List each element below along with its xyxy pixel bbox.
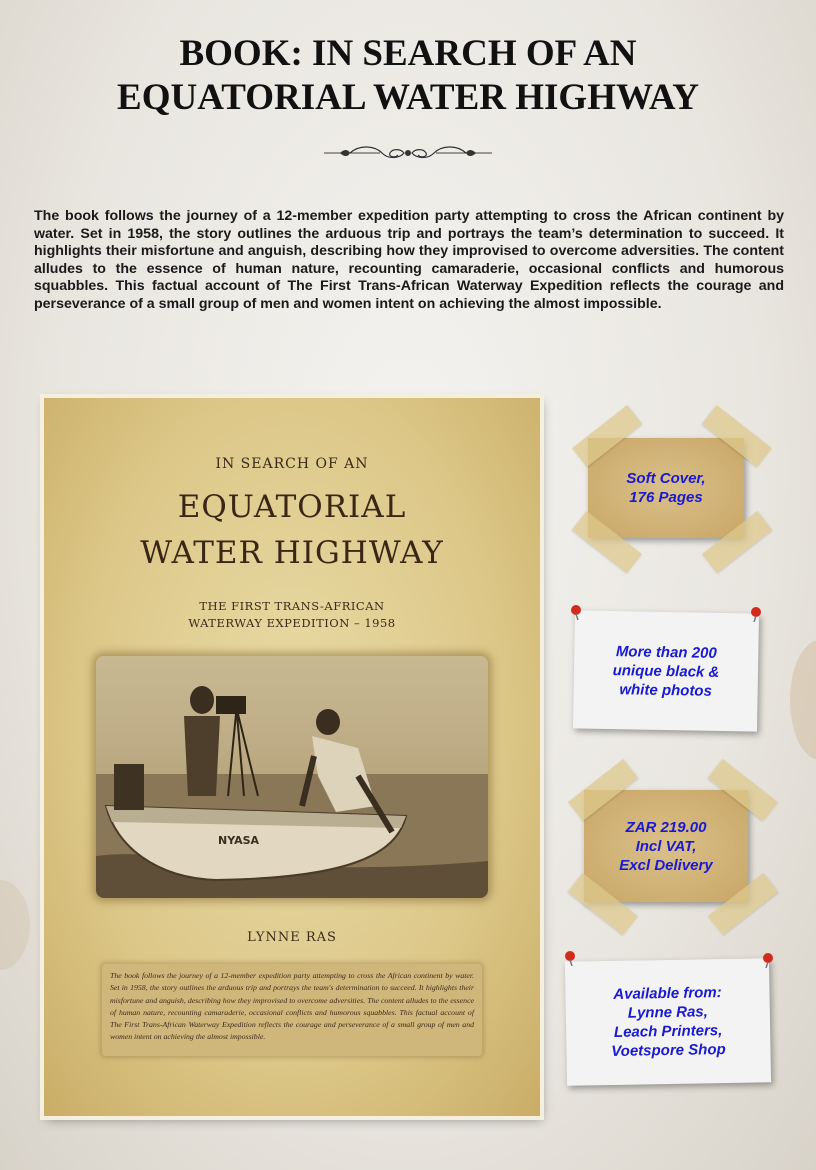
paper-stain bbox=[790, 640, 816, 760]
page-title bbox=[0, 32, 816, 120]
cover-title bbox=[44, 484, 540, 576]
pushpin-icon bbox=[748, 606, 764, 622]
note-price-line-3: Excl Delivery bbox=[619, 856, 713, 874]
pushpin-icon bbox=[568, 604, 584, 620]
paper-stain bbox=[0, 880, 30, 970]
note-availability-line-2: Lynne Ras, bbox=[627, 1003, 708, 1022]
note-photos-line-2: unique black & bbox=[612, 661, 720, 681]
note-availability-line-4: Voetspore Shop bbox=[611, 1040, 726, 1060]
pushpin-icon bbox=[760, 952, 776, 968]
cover-blurb: The book follows the journey of a 12-member expedition party attempting to cross the African continent by water. Set in 1958, the story outlines the arduous trip and portrays the team's determination to succeed. It highlights their misfortune and anguish, describing how they improvised to overcome adversities. The content alludes to the essence of human nature, recounting camaraderie, occasional conflicts and humorous squabbles. This factual account of The First Trans-African Waterway Expedition reflects the courage and perseverance of a small group of men and women intent on achieving the almost impossible. bbox=[102, 964, 482, 1056]
pushpin-icon bbox=[562, 950, 578, 966]
title-line-1: BOOK: IN SEARCH OF AN bbox=[179, 33, 637, 74]
cover-pre-title: IN SEARCH OF AN bbox=[215, 456, 369, 472]
intro-paragraph: The book follows the journey of a 12-member expedition party attempting to cross the African continent by water. Set in 1958, the story outlines the arduous trip and portrays the team’s determination to succeed. It highlights their misfortune and anguish, describing how they improvised to overcome adversities. The content alludes to the essence of human nature, recounting camaraderie, occasional conflicts and humorous squabbles. This factual account of The First Trans-African Waterway Expedition reflects the courage and perseverance of a small group of men and women intent on achieving the almost impossible. bbox=[34, 208, 784, 312]
note-availability bbox=[565, 958, 771, 1086]
boat-name: NYASA bbox=[218, 834, 260, 847]
cover-subtitle bbox=[44, 598, 540, 632]
note-availability-line-1: Available from: bbox=[613, 984, 722, 1003]
cover-subtitle-line-2: WATERWAY EXPEDITION – 1958 bbox=[188, 616, 396, 630]
cover-author: LYNNE RAS bbox=[247, 930, 337, 945]
cover-title-line-2: WATER HIGHWAY bbox=[140, 535, 444, 571]
note-photos-line-1: More than 200 bbox=[615, 642, 717, 662]
note-availability-line-3: Leach Printers, bbox=[613, 1022, 723, 1041]
title-line-2: EQUATORIAL WATER HIGHWAY bbox=[117, 77, 699, 118]
note-format-line-2: 176 Pages bbox=[629, 489, 703, 506]
note-price bbox=[584, 790, 748, 902]
cover-subtitle-line-1: THE FIRST TRANS-AFRICAN bbox=[199, 599, 385, 613]
note-price-line-2: Incl VAT, bbox=[635, 837, 697, 855]
cover-title-line-1: EQUATORIAL bbox=[177, 489, 407, 525]
note-photos-line-3: white photos bbox=[619, 680, 713, 700]
note-photos bbox=[573, 610, 759, 731]
note-format bbox=[588, 438, 744, 538]
note-format-line-1: Soft Cover, bbox=[626, 470, 706, 487]
note-price-line-1: ZAR 219.00 bbox=[625, 818, 707, 836]
book-cover bbox=[44, 398, 540, 1116]
flourish-ornament bbox=[320, 142, 496, 164]
cover-photo bbox=[96, 656, 488, 898]
